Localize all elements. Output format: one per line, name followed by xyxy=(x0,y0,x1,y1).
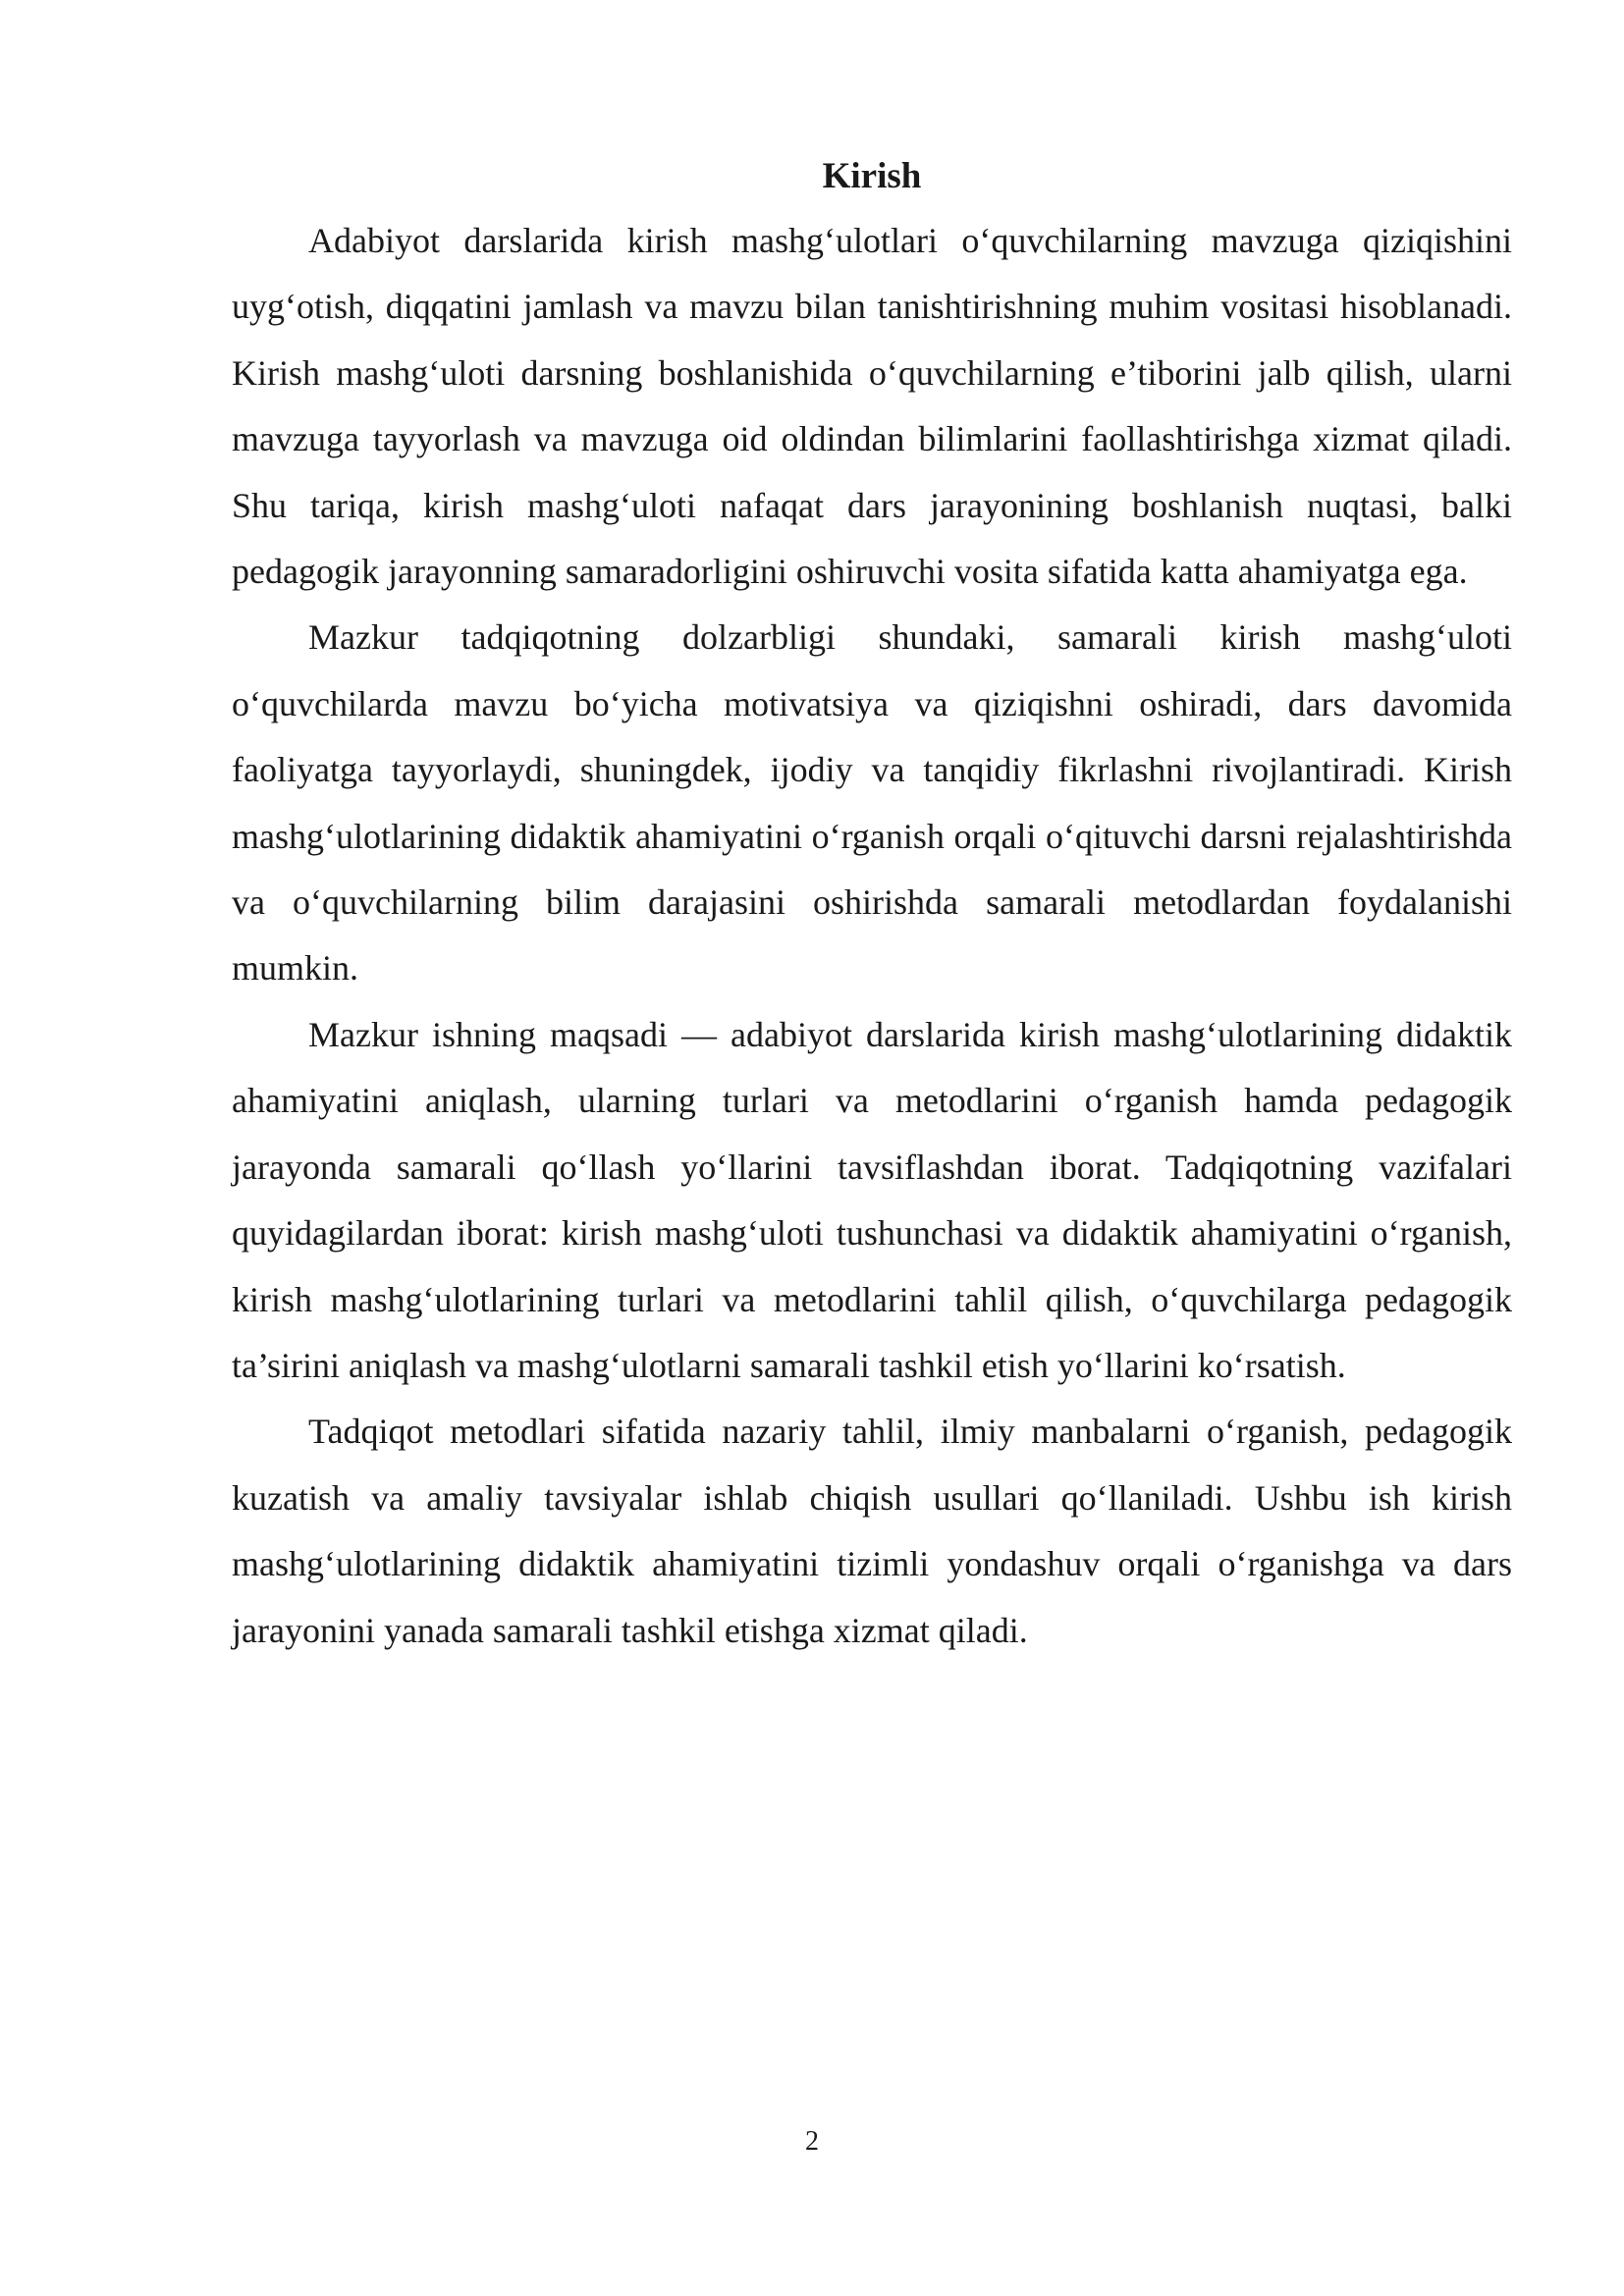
paragraph-introduction: Adabiyot darslarida kirish mashg‘ulotlari o‘quvchilarning mavzuga qiziqishini uyg‘otish, diqqatini jamlash va mavzu bilan tanishtirishning muhim vositasi hisoblanadi. Kirish mashg‘uloti darsning boshlanishida o‘quvchilarning e’tiborini jalb qilish, ularni mavzuga tayyorlash va mavzuga oid oldindan bilimlarini faollashtirishga xizmat qiladi. Shu tariqa, kirish mashg‘uloti nafaqat dars jarayonining boshlanish nuqtasi, balki pedagogik jarayonning samaradorligini oshiruvchi vosita sifatida katta ahamiyatga ega. xyxy=(232,221,1512,592)
document-body xyxy=(232,145,1512,1664)
paragraph-goals: Mazkur ishning maqsadi — adabiyot darslarida kirish mashg‘ulotlarining didaktik ahamiyatini aniqlash, ularning turlari va metodlarini o‘rganish hamda pedagogik jarayonda samarali qo‘llash yo‘llarini tavsiflashdan iborat. Tadqiqotning vazifalari quyidagilardan iborat: kirish mashg‘uloti tushunchasi va didaktik ahamiyatini o‘rganish, kirish mashg‘ulotlarining turlari va metodlarini tahlil qilish, o‘quvchilarga pedagogik ta’sirini aniqlash va mashg‘ulotlarni samarali tashkil etish yo‘llarini ko‘rsatish. xyxy=(232,1014,1512,1385)
section-title: Kirish xyxy=(822,156,922,196)
page-number: 2 xyxy=(805,2126,819,2157)
paragraph-methods: Tadqiqot metodlari sifatida nazariy tahlil, ilmiy manbalarni o‘rganish, pedagogik kuzatish va amaliy tavsiyalar ishlab chiqish usullari qo‘llaniladi. Ushbu ish kirish mashg‘ulotlarining didaktik ahamiyatini tizimli yondashuv orqali o‘rganishga va dars jarayonini yanada samarali tashkil etishga xizmat qiladi. xyxy=(232,1412,1512,1650)
paragraph-relevance: Mazkur tadqiqotning dolzarbligi shundaki, samarali kirish mashg‘uloti o‘quvchilarda mavzu bo‘yicha motivatsiya va qiziqishni oshiradi, dars davomida faoliyatga tayyorlaydi, shuningdek, ijodiy va tanqidiy fikrlashni rivojlantiradi. Kirish mashg‘ulotlarining didaktik ahamiyatini o‘rganish orqali o‘qituvchi darsni rejalashtirishda va o‘quvchilarning bilim darajasini oshirishda samarali metodlardan foydalanishi mumkin. xyxy=(232,617,1512,988)
